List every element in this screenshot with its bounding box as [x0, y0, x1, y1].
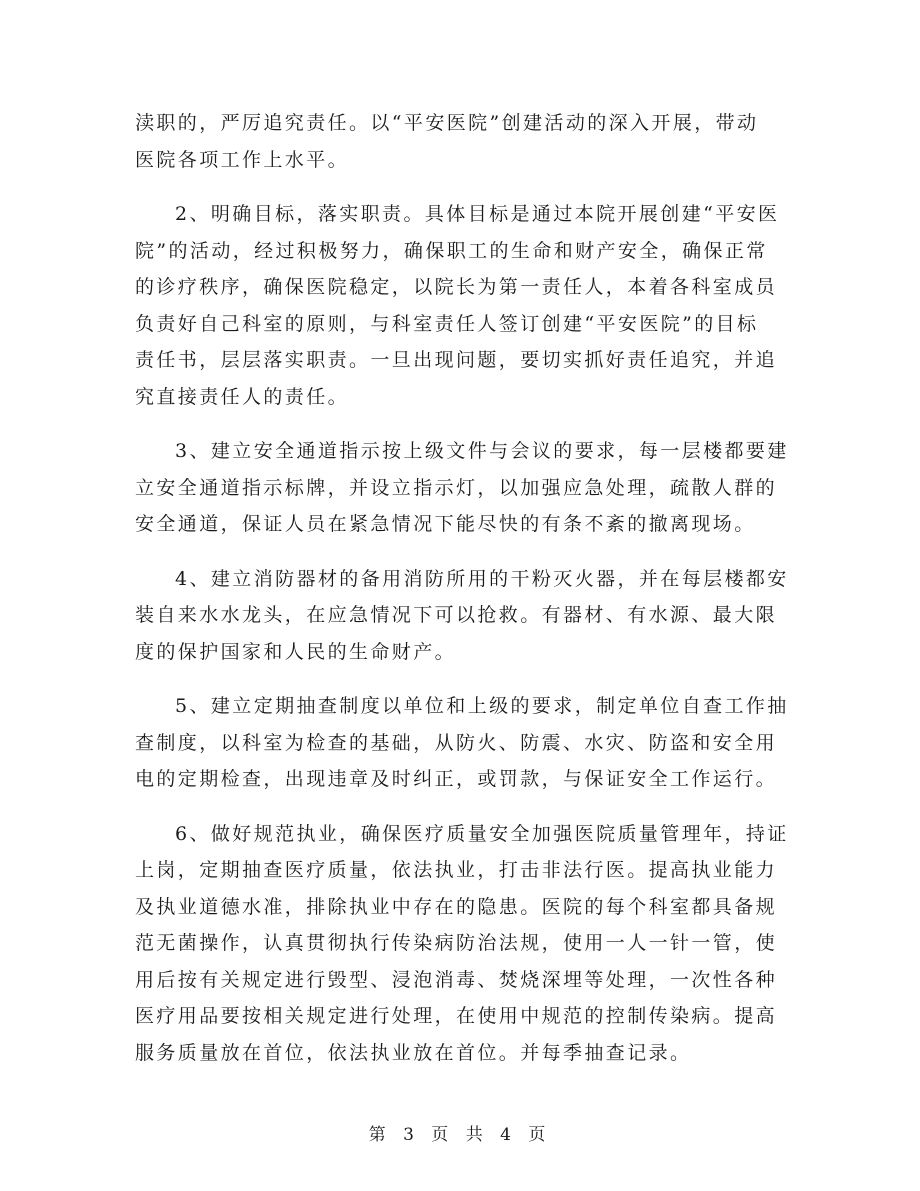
page-number-footer: 第 3 页 共 4 页 [368, 1125, 552, 1145]
text-line: 医院各项工作上水平。 [135, 148, 350, 171]
text-line: 究直接责任人的责任。 [135, 385, 350, 408]
text-line: 服务质量放在首位，依法执业放在首位。并每季抽查记录。 [135, 1041, 692, 1064]
text-line: 责任书，层层落实职责。一旦出现问题，要切实抓好责任追究，并追 [135, 349, 778, 371]
text-line: 的诊疗秩序，确保医院稳定，以院长为第一责任人，本着各科室成员 [135, 276, 778, 298]
paragraph [135, 196, 785, 415]
paragraph [135, 561, 789, 671]
text-line: 查制度，以科室为检查的基础，从防火、防震、水灾、防盗和安全用 [135, 731, 778, 754]
text-line: 上岗，定期抽查医疗质量，依法执业，打击非法行医。提高执业能力 [135, 859, 778, 881]
paragraph [135, 105, 785, 178]
text-line: 院”的活动，经过积极努力，确保职工的生命和财产安全，确保正常 [135, 239, 768, 262]
text-line: 装自来水水龙头，在应急情况下可以抢救。有器材、有水源、最大限 [135, 604, 778, 626]
text-line: 渎职的，严厉追究责任。以“平安医院”创建活动的深入开展，带动 [135, 112, 759, 134]
document-body [135, 105, 789, 1071]
paragraph [135, 433, 789, 543]
text-line: 度的保护国家和人民的生命财产。 [135, 640, 457, 663]
paragraph [135, 816, 789, 1072]
text-line: 电的定期检查，出现违章及时纠正，或罚款，与保证安全工作运行。 [135, 768, 778, 790]
text-line: 5、建立定期抽查制度以单位和上级的要求，制定单位自查工作抽 [175, 695, 789, 717]
text-line: 安全通道，保证人员在紧急情况下能尽快的有条不紊的撤离现场。 [135, 513, 756, 535]
text-line: 4、建立消防器材的备用消防所用的干粉灭火器，并在每层楼都安 [175, 567, 789, 590]
text-line: 3、建立安全通道指示按上级文件与会议的要求，每一层楼都要建 [175, 440, 789, 462]
text-line: 范无菌操作，认真贯彻执行传染病防治法规，使用一人一针一管，使 [135, 932, 778, 954]
text-line: 医疗用品要按相关规定进行处理，在使用中规范的控制传染病。提高 [135, 1005, 778, 1027]
text-line: 立安全通道指示标牌，并设立指示灯，以加强应急处理，疏散人群的 [135, 476, 778, 499]
text-line: 负责好自己科室的原则，与科室责任人签订创建“平安医院”的目标 [135, 312, 759, 335]
paragraph [135, 688, 789, 798]
text-line: 6、做好规范执业，确保医疗质量安全加强医院质量管理年，持证 [175, 822, 789, 845]
text-line: 用后按有关规定进行毁型、浸泡消毒、焚烧深埋等处理，一次性各种 [135, 968, 778, 991]
text-line: 2、明确目标，落实职责。具体目标是通过本院开展创建“平安医 [175, 203, 780, 225]
text-line: 及执业道德水准，排除执业中存在的隐患。医院的每个科室都具备规 [135, 895, 778, 918]
